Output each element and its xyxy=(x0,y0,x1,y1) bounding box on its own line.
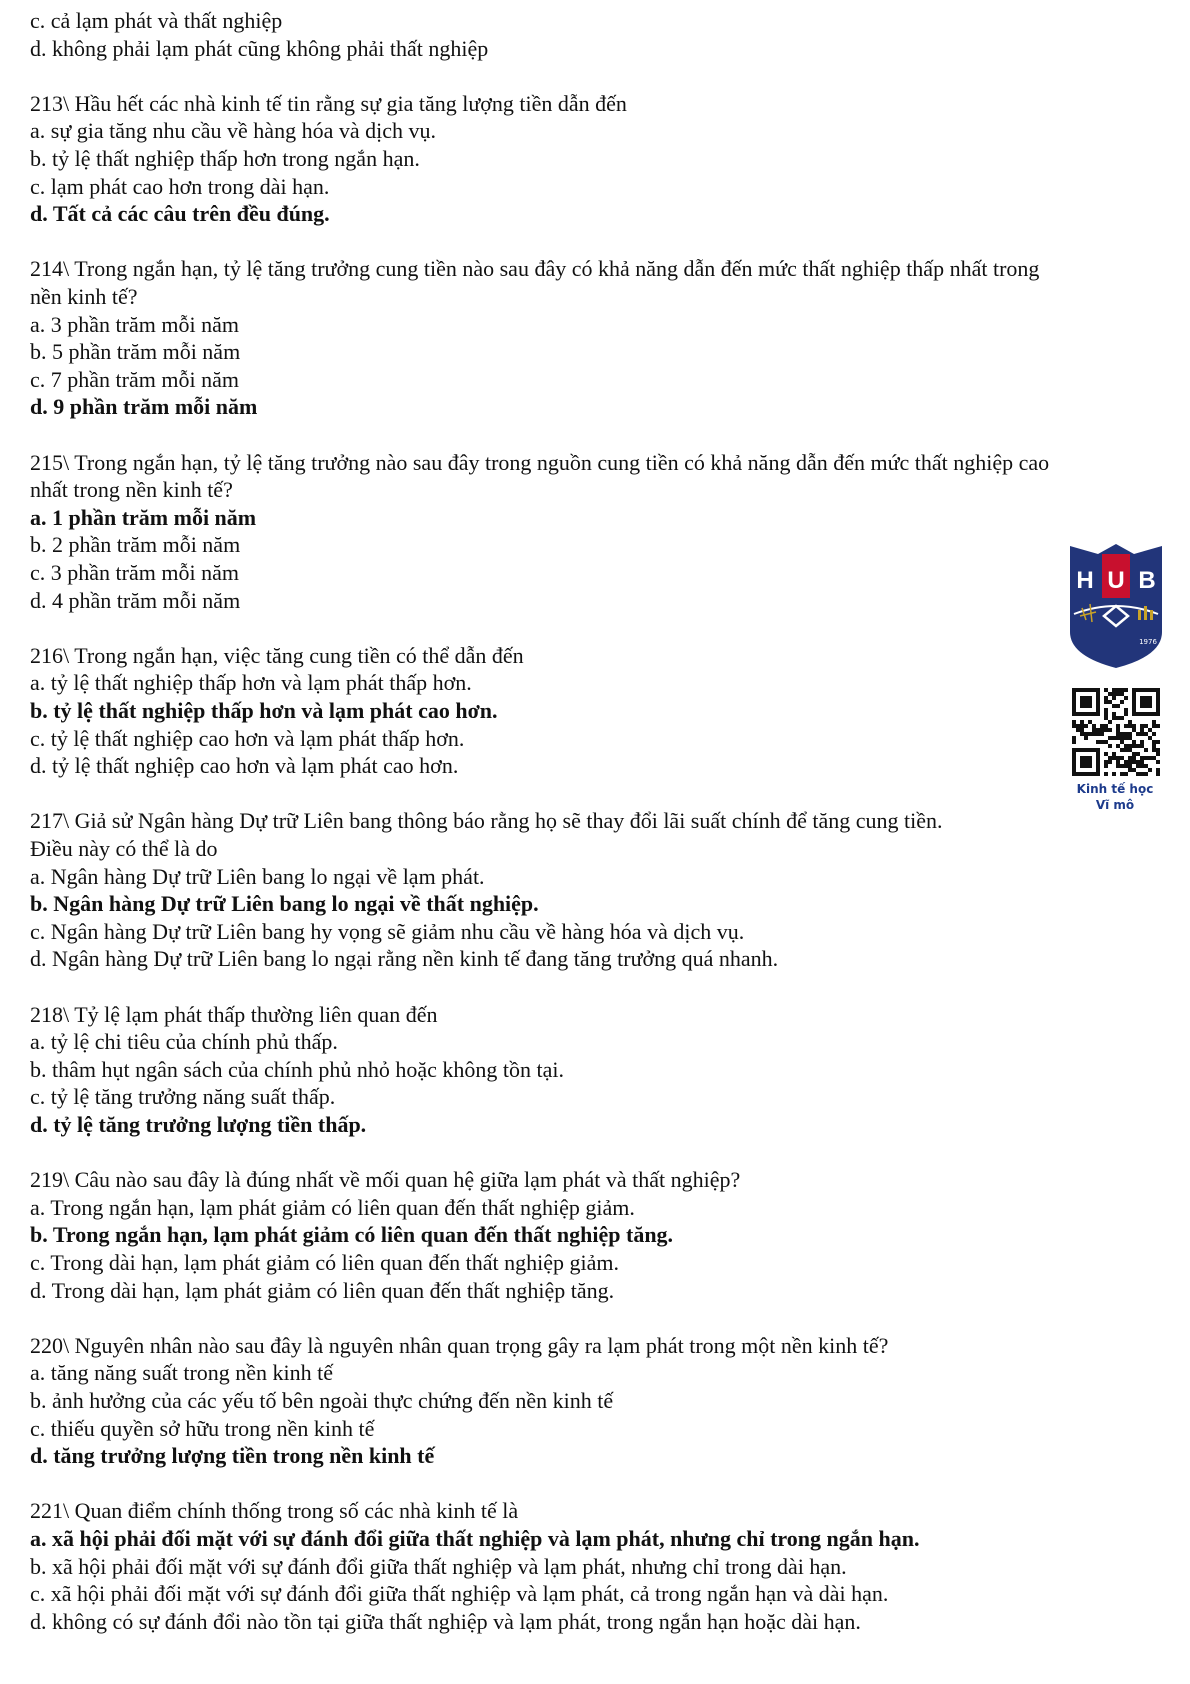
text-line: b. tỷ lệ thất nghiệp thấp hơn trong ngắn hạn. xyxy=(30,146,420,171)
hub-logo xyxy=(1068,540,1164,670)
text-line: 217\ Giả sử Ngân hàng Dự trữ Liên bang thông báo rằng họ sẽ thay đổi lãi suất chính để tăng cung tiền. xyxy=(30,808,943,834)
answer-line: a. xã hội phải đối mặt với sự đánh đổi giữa thất nghiệp và lạm phát, nhưng chỉ trong ngắn hạn. xyxy=(30,1526,920,1551)
text-line: d. không có sự đánh đổi nào tồn tại giữa thất nghiệp và lạm phát, trong ngắn hạn hoặc dài hạn. xyxy=(30,1608,861,1634)
text-line: a. tỷ lệ thất nghiệp thấp hơn và lạm phát thấp hơn. xyxy=(30,670,472,696)
text-line: c. tỷ lệ thất nghiệp cao hơn và lạm phát thấp hơn. xyxy=(30,725,465,751)
text-line: Điều này có thể là do xyxy=(30,836,218,861)
text-line: a. Ngân hàng Dự trữ Liên bang lo ngại về lạm phát. xyxy=(30,863,485,889)
logo-year: 1976 xyxy=(1139,638,1157,646)
text-line: b. 2 phần trăm mỗi năm xyxy=(30,532,241,558)
text-line: c. lạm phát cao hơn trong dài hạn. xyxy=(30,173,330,199)
text-line: 213\ Hầu hết các nhà kinh tế tin rằng sự gia tăng lượng tiền dẫn đến xyxy=(30,90,627,116)
text-line: b. 5 phần trăm mỗi năm xyxy=(30,339,241,365)
text-line: 221\ Quan điểm chính thống trong số các nhà kinh tế là xyxy=(30,1498,519,1524)
text-line: c. thiếu quyền sở hữu trong nền kinh tế xyxy=(30,1415,375,1441)
answer-line: d. tỷ lệ tăng trưởng lượng tiền thấp. xyxy=(30,1112,367,1137)
answer-line: d. tăng trưởng lượng tiền trong nền kinh tế xyxy=(30,1443,435,1469)
text-line: d. Ngân hàng Dự trữ Liên bang lo ngại rằng nền kinh tế đang tăng trưởng quá nhanh. xyxy=(30,946,779,972)
text-line: a. sự gia tăng nhu cầu về hàng hóa và dịch vụ. xyxy=(30,118,436,144)
text-line: d. 4 phần trăm mỗi năm xyxy=(30,587,241,613)
text-line: b. ảnh hưởng của các yếu tố bên ngoài thực chứng đến nền kinh tế xyxy=(30,1388,614,1413)
answer-line: b. tỷ lệ thất nghiệp thấp hơn và lạm phát cao hơn. xyxy=(30,698,498,723)
text-line: nền kinh tế? xyxy=(30,284,138,309)
text-line: 216\ Trong ngắn hạn, việc tăng cung tiền có thể dẫn đến xyxy=(30,642,524,668)
text-line: c. Trong dài hạn, lạm phát giảm có liên quan đến thất nghiệp giảm. xyxy=(30,1250,619,1275)
text-line: a. tỷ lệ chi tiêu của chính phủ thấp. xyxy=(30,1029,338,1055)
answer-line: d. 9 phần trăm mỗi năm xyxy=(30,394,258,420)
text-line: 214\ Trong ngắn hạn, tỷ lệ tăng trưởng cung tiền nào sau đây có khả năng dẫn đến mức thất nghiệp thấp nhất trong xyxy=(30,256,1040,282)
text-line: c. 7 phần trăm mỗi năm xyxy=(30,366,239,392)
logo-caption-title: Kinh tế học xyxy=(1076,782,1154,796)
text-line: a. Trong ngắn hạn, lạm phát giảm có liên quan đến thất nghiệp giảm. xyxy=(30,1194,635,1220)
qr-code xyxy=(1072,688,1160,776)
answer-line: b. Ngân hàng Dự trữ Liên bang lo ngại về thất nghiệp. xyxy=(30,891,539,917)
answer-line: d. Tất cả các câu trên đều đúng. xyxy=(30,201,330,227)
text-line: 215\ Trong ngắn hạn, tỷ lệ tăng trưởng nào sau đây trong nguồn cung tiền có khả năng dẫn đến mức thất nghiệp cao xyxy=(30,449,1050,475)
text-line: d. tỷ lệ thất nghiệp cao hơn và lạm phát cao hơn. xyxy=(30,753,459,779)
text-line: a. tăng năng suất trong nền kinh tế xyxy=(30,1360,334,1386)
text-line: c. tỷ lệ tăng trưởng năng suất thấp. xyxy=(30,1084,336,1110)
text-line: d. Trong dài hạn, lạm phát giảm có liên quan đến thất nghiệp tăng. xyxy=(30,1277,615,1303)
text-line: c. 3 phần trăm mỗi năm xyxy=(30,560,239,585)
text-line: b. xã hội phải đối mặt với sự đánh đổi giữa thất nghiệp và lạm phát, nhưng chỉ trong dài hạn. xyxy=(30,1553,847,1579)
logo-caption-subtitle: Vĩ mô xyxy=(1095,798,1135,812)
logo-letter-b: B xyxy=(1138,567,1156,594)
text-line: c. xã hội phải đối mặt với sự đánh đổi giữa thất nghiệp và lạm phát, cả trong ngắn hạn và dài hạn. xyxy=(30,1581,889,1607)
text-line: 219\ Câu nào sau đây là đúng nhất về mối quan hệ giữa lạm phát và thất nghiệp? xyxy=(30,1167,741,1193)
text-line: b. thâm hụt ngân sách của chính phủ nhỏ hoặc không tồn tại. xyxy=(30,1056,564,1082)
answer-line: b. Trong ngắn hạn, lạm phát giảm có liên quan đến thất nghiệp tăng. xyxy=(30,1222,674,1248)
text-line: 218\ Tỷ lệ lạm phát thấp thường liên quan đến xyxy=(30,1001,438,1027)
answer-line: a. 1 phần trăm mỗi năm xyxy=(30,504,257,530)
logo-letter-u: U xyxy=(1107,567,1125,594)
text-line: nhất trong nền kinh tế? xyxy=(30,477,233,503)
text-line: c. cả lạm phát và thất nghiệp xyxy=(30,8,283,33)
text-line: 220\ Nguyên nhân nào sau đây là nguyên nhân quan trọng gây ra lạm phát trong một nền kinh tế? xyxy=(30,1332,889,1358)
text-line: c. Ngân hàng Dự trữ Liên bang hy vọng sẽ giảm nhu cầu về hàng hóa và dịch vụ. xyxy=(30,918,745,944)
text-line: a. 3 phần trăm mỗi năm xyxy=(30,311,239,337)
logo-letter-h: H xyxy=(1076,567,1094,594)
text-line: d. không phải lạm phát cũng không phải thất nghiệp xyxy=(30,35,489,61)
